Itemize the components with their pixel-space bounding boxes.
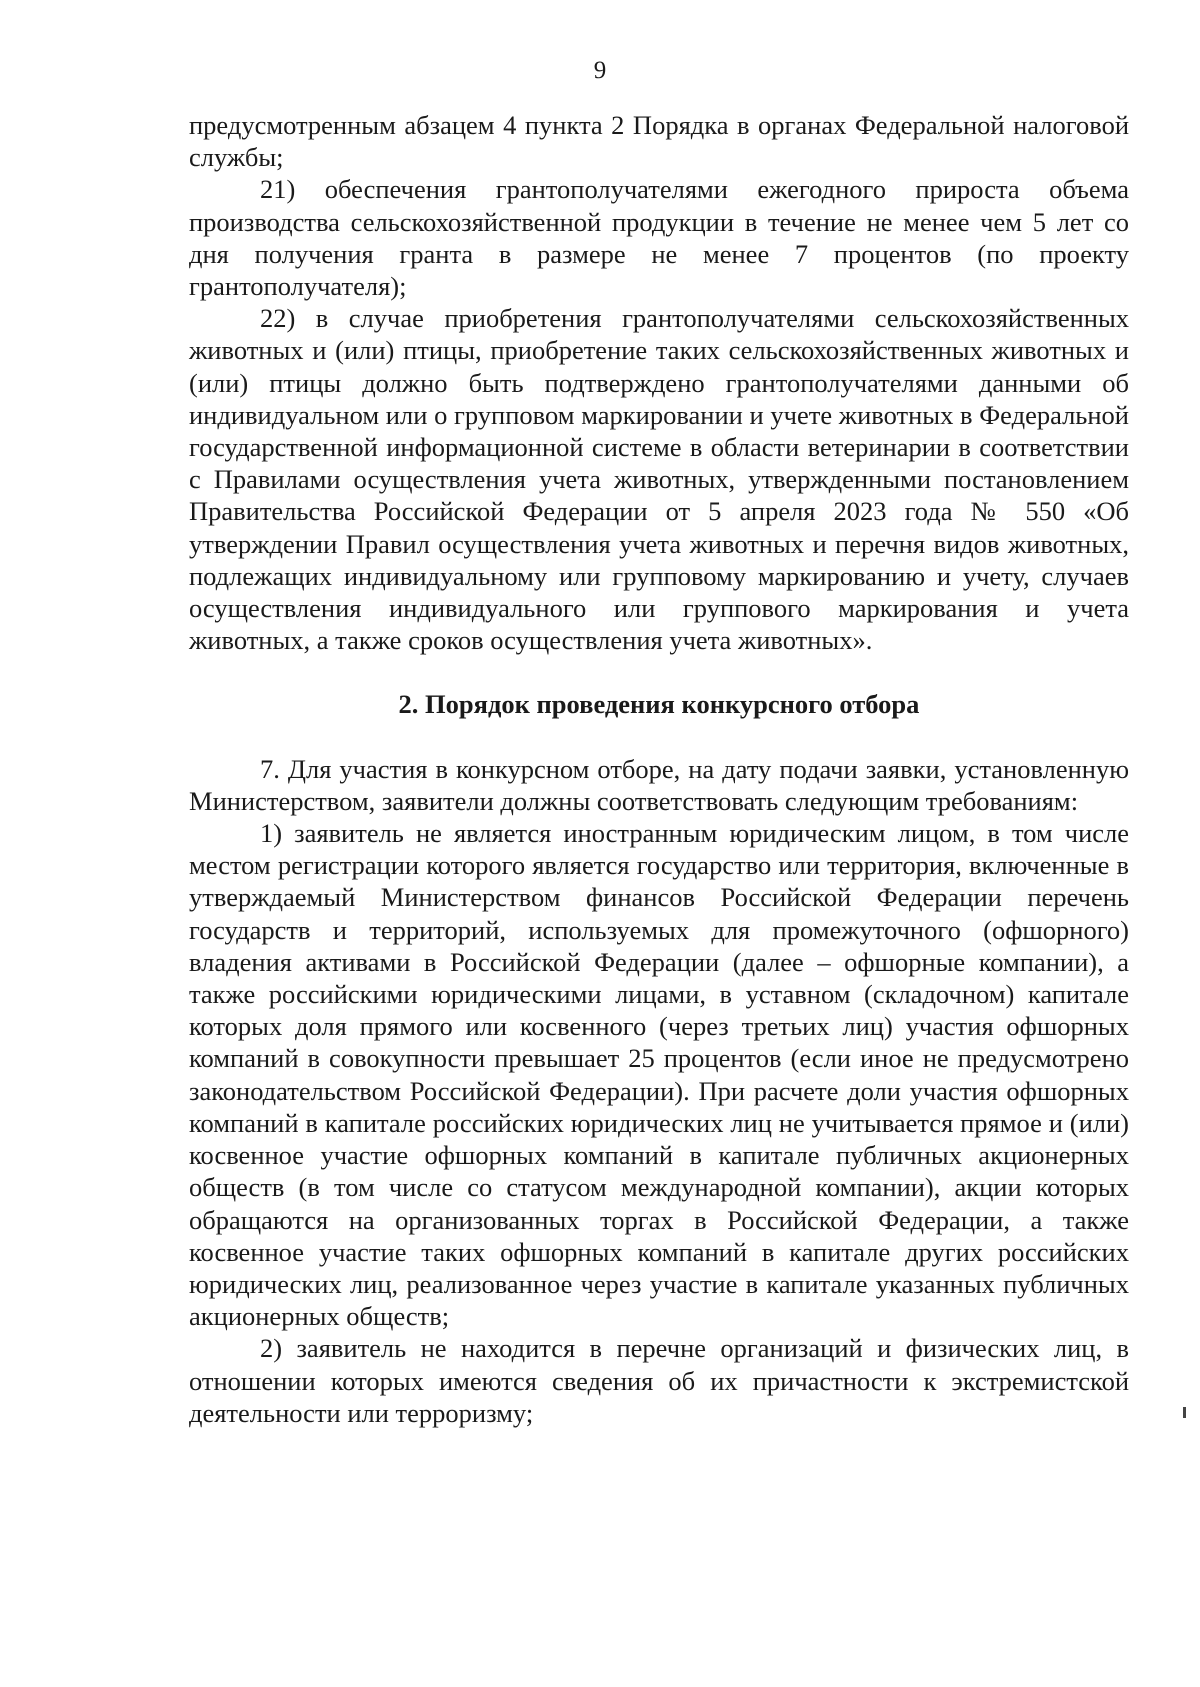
paragraph: 22) в случае приобретения грантополучателями сельскохозяйственных животных и (или) птицы, приобретение таких сельскохозяйственных животных и (или) птицы должно быть подтверждено грантополучателями данными об индивидуальном или о групповом маркировании и учете животных в Федеральной государственной информационной системе в области ветеринарии в соответствии с Правилами осуществления учета животных, утвержденными постановлением Правительства Российской Федерации от 5 апреля 2023 года № 550 «Об утверждении Правил осуществления учета животных и перечня видов животных, подлежащих индивидуальному или групповому маркированию и учету, случаев осуществления индивидуального или группового маркирования и учета животных, а также сроков осуществления учета животных».: [189, 303, 1129, 656]
paragraph: 21) обеспечения грантополучателями ежегодного прироста объема производства сельскохозяйственной продукции в течение не менее чем 5 лет со дня получения гранта в размере не менее 7 процентов (по проекту грантополучателя);: [189, 174, 1129, 302]
document-body: [189, 109, 1129, 1429]
paragraph: 2) заявитель не находится в перечне организаций и физических лиц, в отношении которых имеются сведения об их причастности к экстремистской деятельности или терроризму;: [189, 1333, 1129, 1428]
paragraph: 1) заявитель не является иностранным юридическим лицом, в том числе местом регистрации которого является государство или территория, включенные в утверждаемый Министерством финансов Российской Федерации перечень государств и территорий, используемых для промежуточного (офшорного) владения активами в Российской Федерации (далее – офшорные компании), а также российскими юридическими лицами, в уставном (складочном) капитале которых доля прямого или косвенного (через третьих лиц) участия офшорных компаний в совокупности превышает 25 процентов (если иное не предусмотрено законодательством Российской Федерации). При расчете доли участия офшорных компаний в капитале российских юридических лиц не учитывается прямое и (или) косвенное участие офшорных компаний в капитале публичных акционерных обществ (в том числе со статусом международной компании), акции которых обращаются на организованных торгах в Российской Федерации, а также косвенное участие таких офшорных компаний в капитале других российских юридических лиц, реализованное через участие в капитале указанных публичных акционерных обществ;: [189, 818, 1129, 1332]
scan-mark: [1183, 1407, 1186, 1418]
paragraph: 7. Для участия в конкурсном отборе, на дату подачи заявки, установленную Министерством, заявители должны соответствовать следующим требованиям:: [189, 753, 1129, 816]
page-number: 9: [593, 57, 607, 84]
paragraph: предусмотренным абзацем 4 пункта 2 Порядка в органах Федеральной налоговой службы;: [189, 110, 1129, 173]
section-heading: 2. Порядок проведения конкурсного отбора: [398, 689, 920, 720]
